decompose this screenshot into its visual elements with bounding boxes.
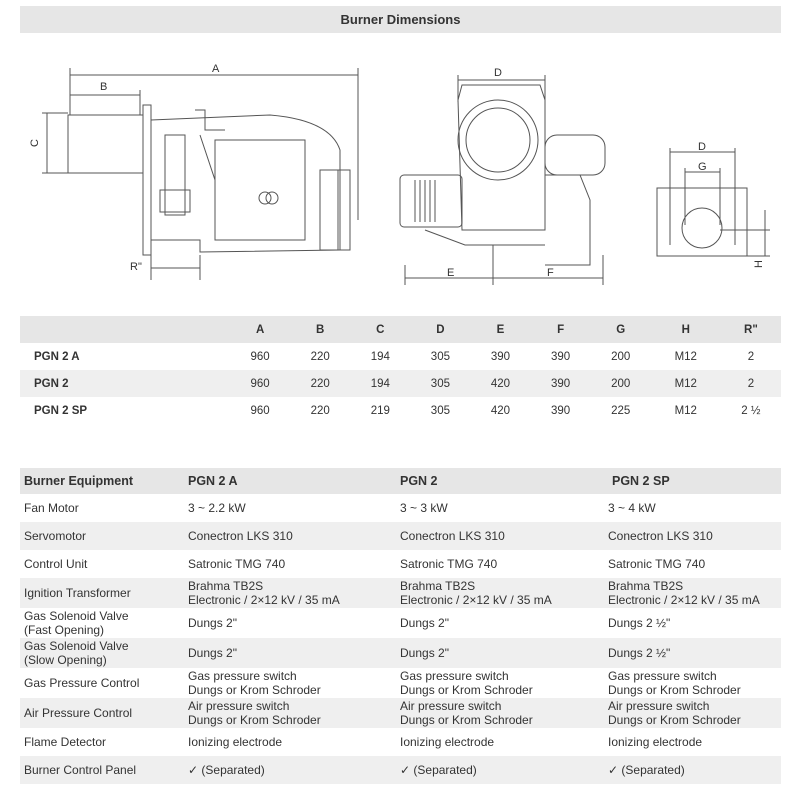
cell-line: Dungs 2": [188, 646, 237, 660]
equipment-value: [180, 494, 392, 522]
dimensions-header-cell: F: [531, 316, 591, 343]
cell-line: Air pressure switch: [608, 699, 710, 713]
label-r: R": [130, 261, 142, 273]
label-e: E: [447, 267, 455, 279]
cell-line: 3 ~ 4 kW: [608, 501, 656, 515]
equipment-value: [180, 728, 392, 756]
equipment-value: [392, 578, 604, 608]
equipment-header-model: PGN 2 SP: [604, 468, 781, 494]
cell-line: Ionizing electrode: [608, 735, 703, 749]
equipment-table: [20, 468, 781, 784]
cell-line: Ignition Transformer: [24, 586, 131, 600]
dimension-value: 2: [721, 370, 781, 397]
equipment-value: [604, 494, 781, 522]
cell-line: Air pressure switch: [400, 699, 502, 713]
table-row: [20, 668, 781, 698]
dimensions-header-cell: [20, 316, 230, 343]
cell-line: ✓ (Separated): [400, 763, 477, 777]
equipment-value: [604, 608, 781, 638]
cell-line: ✓ (Separated): [188, 763, 265, 777]
equipment-label: [20, 494, 180, 522]
cell-line: Dungs 2 ½": [608, 616, 671, 630]
dimension-value: M12: [651, 370, 721, 397]
cell-line: Satronic TMG 740: [400, 557, 498, 571]
model-name: PGN 2 A: [34, 350, 80, 363]
dimension-value: 420: [490, 404, 511, 417]
dimension-value: 220: [290, 370, 350, 397]
dimension-value: M12: [674, 350, 697, 363]
dimension-value: 390: [550, 350, 571, 363]
equipment-header-model: PGN 2: [392, 468, 604, 494]
dimension-value: 194: [350, 370, 410, 397]
equipment-value: [604, 578, 781, 608]
equipment-value: [392, 608, 604, 638]
table-row: [20, 608, 781, 638]
dimension-value: 420: [470, 370, 530, 397]
dimension-value: 219: [370, 404, 390, 417]
dimensions-header-cell: E: [470, 316, 530, 343]
label-b: B: [100, 81, 108, 93]
table-row: [20, 698, 781, 728]
equipment-value: [392, 522, 604, 550]
table-row: [20, 343, 781, 370]
equipment-header-label: Burner Equipment: [20, 468, 180, 494]
page-title: [20, 6, 781, 33]
equipment-value: [180, 638, 392, 668]
label-c: C: [29, 139, 41, 147]
dimension-value: 200: [611, 350, 631, 363]
cell-line: Gas Solenoid Valve: [24, 609, 129, 623]
cell-line: Electronic / 2×12 kV / 35 mA: [400, 593, 552, 607]
cell-line: Dungs or Krom Schroder: [608, 683, 741, 697]
dimension-value: 390: [490, 350, 511, 363]
equipment-header-row: [20, 468, 781, 494]
cell-line: Dungs or Krom Schroder: [608, 713, 741, 727]
cell-line: 3 ~ 2.2 kW: [188, 501, 246, 515]
cell-line: Electronic / 2×12 kV / 35 mA: [608, 593, 760, 607]
label-f: F: [547, 267, 554, 279]
dimension-value: 960: [230, 370, 290, 397]
dimension-value: 220: [310, 404, 330, 417]
table-row: [20, 397, 781, 424]
equipment-value: [392, 756, 604, 784]
page-title-text: Burner Dimensions: [340, 12, 461, 27]
dimensions-header-cell: D: [410, 316, 470, 343]
equipment-value: [180, 522, 392, 550]
equipment-value: [180, 668, 392, 698]
equipment-value: [392, 638, 604, 668]
equipment-value: [604, 668, 781, 698]
model-name: PGN 2: [20, 370, 230, 397]
cell-line: Dungs 2 ½": [608, 646, 671, 660]
equipment-value: [180, 698, 392, 728]
dimensions-header-row: [20, 316, 781, 343]
cell-line: Dungs or Krom Schroder: [400, 713, 533, 727]
cell-line: Brahma TB2S: [400, 579, 476, 593]
equipment-value: [392, 550, 604, 578]
dimension-value: 2 ½: [741, 404, 761, 417]
cell-line: Servomotor: [24, 529, 87, 543]
cell-line: Ionizing electrode: [188, 735, 283, 749]
cell-line: Conectron LKS 310: [188, 529, 293, 543]
cell-line: Dungs 2": [188, 616, 237, 630]
dimension-value: 2: [747, 350, 755, 363]
equipment-label: [20, 756, 180, 784]
dimensions-header-cell: R": [721, 316, 781, 343]
cell-line: Air pressure switch: [188, 699, 290, 713]
table-row: [20, 756, 781, 784]
cell-line: Flame Detector: [24, 735, 107, 749]
dimension-value: 960: [250, 404, 270, 417]
dimensions-table: [20, 316, 781, 424]
equipment-value: [604, 638, 781, 668]
equipment-label: [20, 608, 180, 638]
cell-line: Control Unit: [24, 557, 88, 571]
label-g: G: [698, 161, 707, 173]
dimensions-header-cell: G: [591, 316, 651, 343]
equipment-value: [604, 756, 781, 784]
burner-dimension-drawing: [0, 40, 800, 285]
cell-line: Gas Pressure Control: [24, 676, 140, 690]
equipment-value: [392, 728, 604, 756]
table-row: [20, 728, 781, 756]
dimension-value: 220: [310, 350, 330, 363]
table-row: [20, 578, 781, 608]
dimensions-header-cell: B: [290, 316, 350, 343]
equipment-value: [604, 698, 781, 728]
table-row: [20, 550, 781, 578]
cell-line: Gas pressure switch: [188, 669, 297, 683]
model-name: PGN 2 SP: [34, 404, 88, 417]
dimensions-header-cell: H: [651, 316, 721, 343]
dimension-value: 390: [531, 370, 591, 397]
dimension-value: 225: [611, 404, 631, 417]
equipment-value: [604, 728, 781, 756]
cell-line: Dungs or Krom Schroder: [188, 683, 321, 697]
cell-line: Gas Solenoid Valve: [24, 639, 129, 653]
dimension-value: 960: [250, 350, 270, 363]
equipment-value: [180, 608, 392, 638]
equipment-label: [20, 668, 180, 698]
cell-line: Gas pressure switch: [608, 669, 717, 683]
equipment-value: [180, 550, 392, 578]
equipment-header-model: PGN 2 A: [180, 468, 392, 494]
cell-line: Brahma TB2S: [188, 579, 264, 593]
cell-line: Conectron LKS 310: [400, 529, 505, 543]
cell-line: Air Pressure Control: [24, 706, 133, 720]
dimension-value: 305: [430, 350, 450, 363]
dimension-value: 200: [591, 370, 651, 397]
cell-line: Fan Motor: [24, 501, 79, 515]
equipment-label: [20, 698, 180, 728]
equipment-value: [392, 698, 604, 728]
equipment-value: [392, 494, 604, 522]
equipment-label: [20, 728, 180, 756]
table-row: [20, 370, 781, 397]
equipment-value: [604, 550, 781, 578]
cell-line: (Fast Opening): [24, 623, 105, 637]
dimensions-header-cell: C: [350, 316, 410, 343]
label-d: D: [494, 67, 502, 79]
cell-line: Dungs or Krom Schroder: [188, 713, 321, 727]
cell-line: (Slow Opening): [24, 653, 107, 667]
label-flange-d: D: [698, 141, 706, 153]
label-h: H: [753, 260, 765, 268]
dimension-value: 390: [550, 404, 571, 417]
dimension-value: M12: [674, 404, 697, 417]
table-row: [20, 494, 781, 522]
equipment-value: [180, 756, 392, 784]
label-a: A: [212, 63, 220, 75]
equipment-value: [604, 522, 781, 550]
equipment-label: [20, 550, 180, 578]
equipment-value: [180, 578, 392, 608]
dimension-value: 305: [430, 404, 450, 417]
cell-line: Dungs 2": [400, 646, 449, 660]
cell-line: Satronic TMG 740: [608, 557, 706, 571]
equipment-label: [20, 638, 180, 668]
cell-line: Dungs or Krom Schroder: [400, 683, 533, 697]
dimension-value: 305: [410, 370, 470, 397]
cell-line: Ionizing electrode: [400, 735, 495, 749]
equipment-label: [20, 522, 180, 550]
cell-line: 3 ~ 3 kW: [400, 501, 448, 515]
equipment-value: [392, 668, 604, 698]
table-row: [20, 638, 781, 668]
table-row: [20, 522, 781, 550]
cell-line: Gas pressure switch: [400, 669, 509, 683]
dimension-value: 194: [370, 350, 390, 363]
cell-line: ✓ (Separated): [608, 763, 685, 777]
equipment-label: [20, 578, 180, 608]
cell-line: Burner Control Panel: [24, 763, 137, 777]
cell-line: Dungs 2": [400, 616, 449, 630]
cell-line: Electronic / 2×12 kV / 35 mA: [188, 593, 340, 607]
dimensions-header-cell: A: [230, 316, 290, 343]
cell-line: Brahma TB2S: [608, 579, 684, 593]
cell-line: Satronic TMG 740: [188, 557, 286, 571]
cell-line: Conectron LKS 310: [608, 529, 713, 543]
